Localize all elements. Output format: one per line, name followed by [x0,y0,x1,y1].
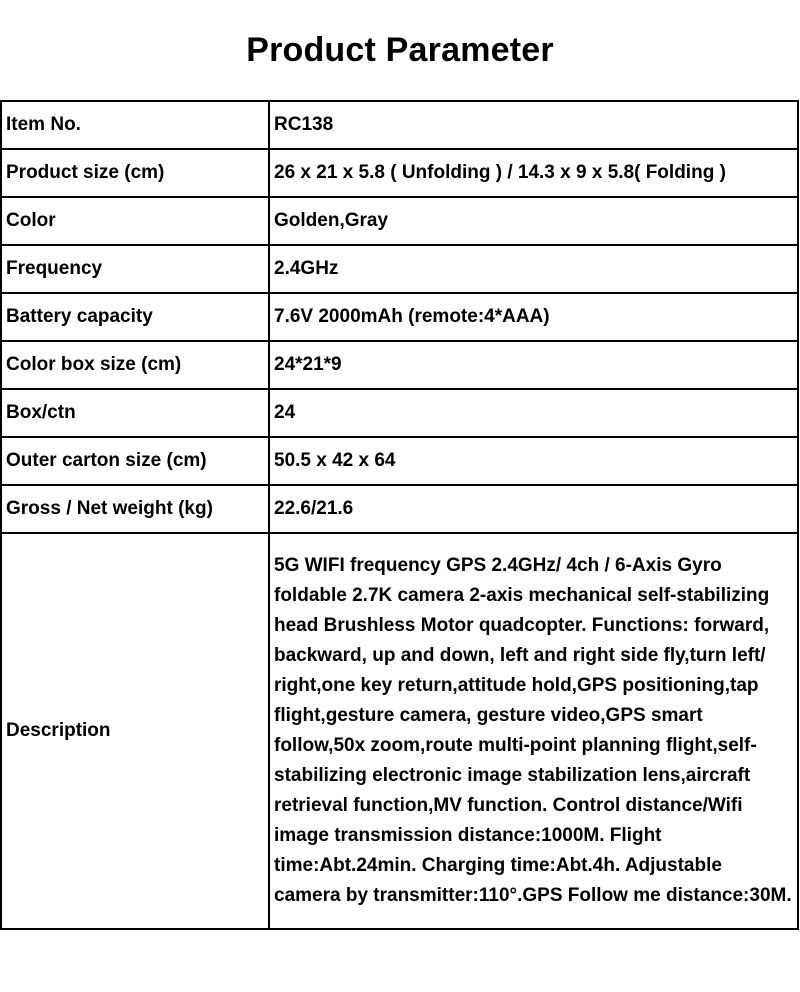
row-label: Battery capacity [1,293,269,341]
table-row-item-no [1,101,798,149]
row-label: Description [1,533,269,929]
row-value: 5G WIFI frequency GPS 2.4GHz/ 4ch / 6-Axis Gyro foldable 2.7K camera 2-axis mechanical self-stabilizing head Brushless Motor quadcopter. Functions: forward, backward, up and down, left and right side fly,turn left/ right,one key return,attitude hold,GPS positioning,tap flight,gesture camera, gesture video,GPS smart follow,50x zoom,route multi-point planning flight,self-stabilizing electronic image stabilization lens,aircraft retrieval function,MV function. Control distance/Wifi image transmission distance:1000M. Flight time:Abt.24min. Charging time:Abt.4h. Adjustable camera by transmitter:110°.GPS Follow me distance:30M. [269,533,798,929]
row-value: 24 [269,389,798,437]
table-row-outer-carton-size [1,437,798,485]
row-label: Outer carton size (cm) [1,437,269,485]
row-value: 7.6V 2000mAh (remote:4*AAA) [269,293,798,341]
row-label: Item No. [1,101,269,149]
row-value: 22.6/21.6 [269,485,798,533]
table-row-color-box-size [1,341,798,389]
table-row-box-ctn [1,389,798,437]
row-label: Product size (cm) [1,149,269,197]
row-label: Box/ctn [1,389,269,437]
row-label: Gross / Net weight (kg) [1,485,269,533]
parameter-table [0,100,799,930]
row-label: Frequency [1,245,269,293]
table-row-weight [1,485,798,533]
row-label: Color box size (cm) [1,341,269,389]
row-value: 50.5 x 42 x 64 [269,437,798,485]
row-value: 26 x 21 x 5.8 ( Unfolding ) / 14.3 x 9 x 5.8( Folding ) [269,149,798,197]
table-row-product-size [1,149,798,197]
row-label: Color [1,197,269,245]
row-value: RC138 [269,101,798,149]
table-row-frequency [1,245,798,293]
table-row-description [1,533,798,929]
table-row-color [1,197,798,245]
row-value: Golden,Gray [269,197,798,245]
row-value: 2.4GHz [269,245,798,293]
table-row-battery-capacity [1,293,798,341]
page-title: Product Parameter [246,31,554,69]
row-value: 24*21*9 [269,341,798,389]
